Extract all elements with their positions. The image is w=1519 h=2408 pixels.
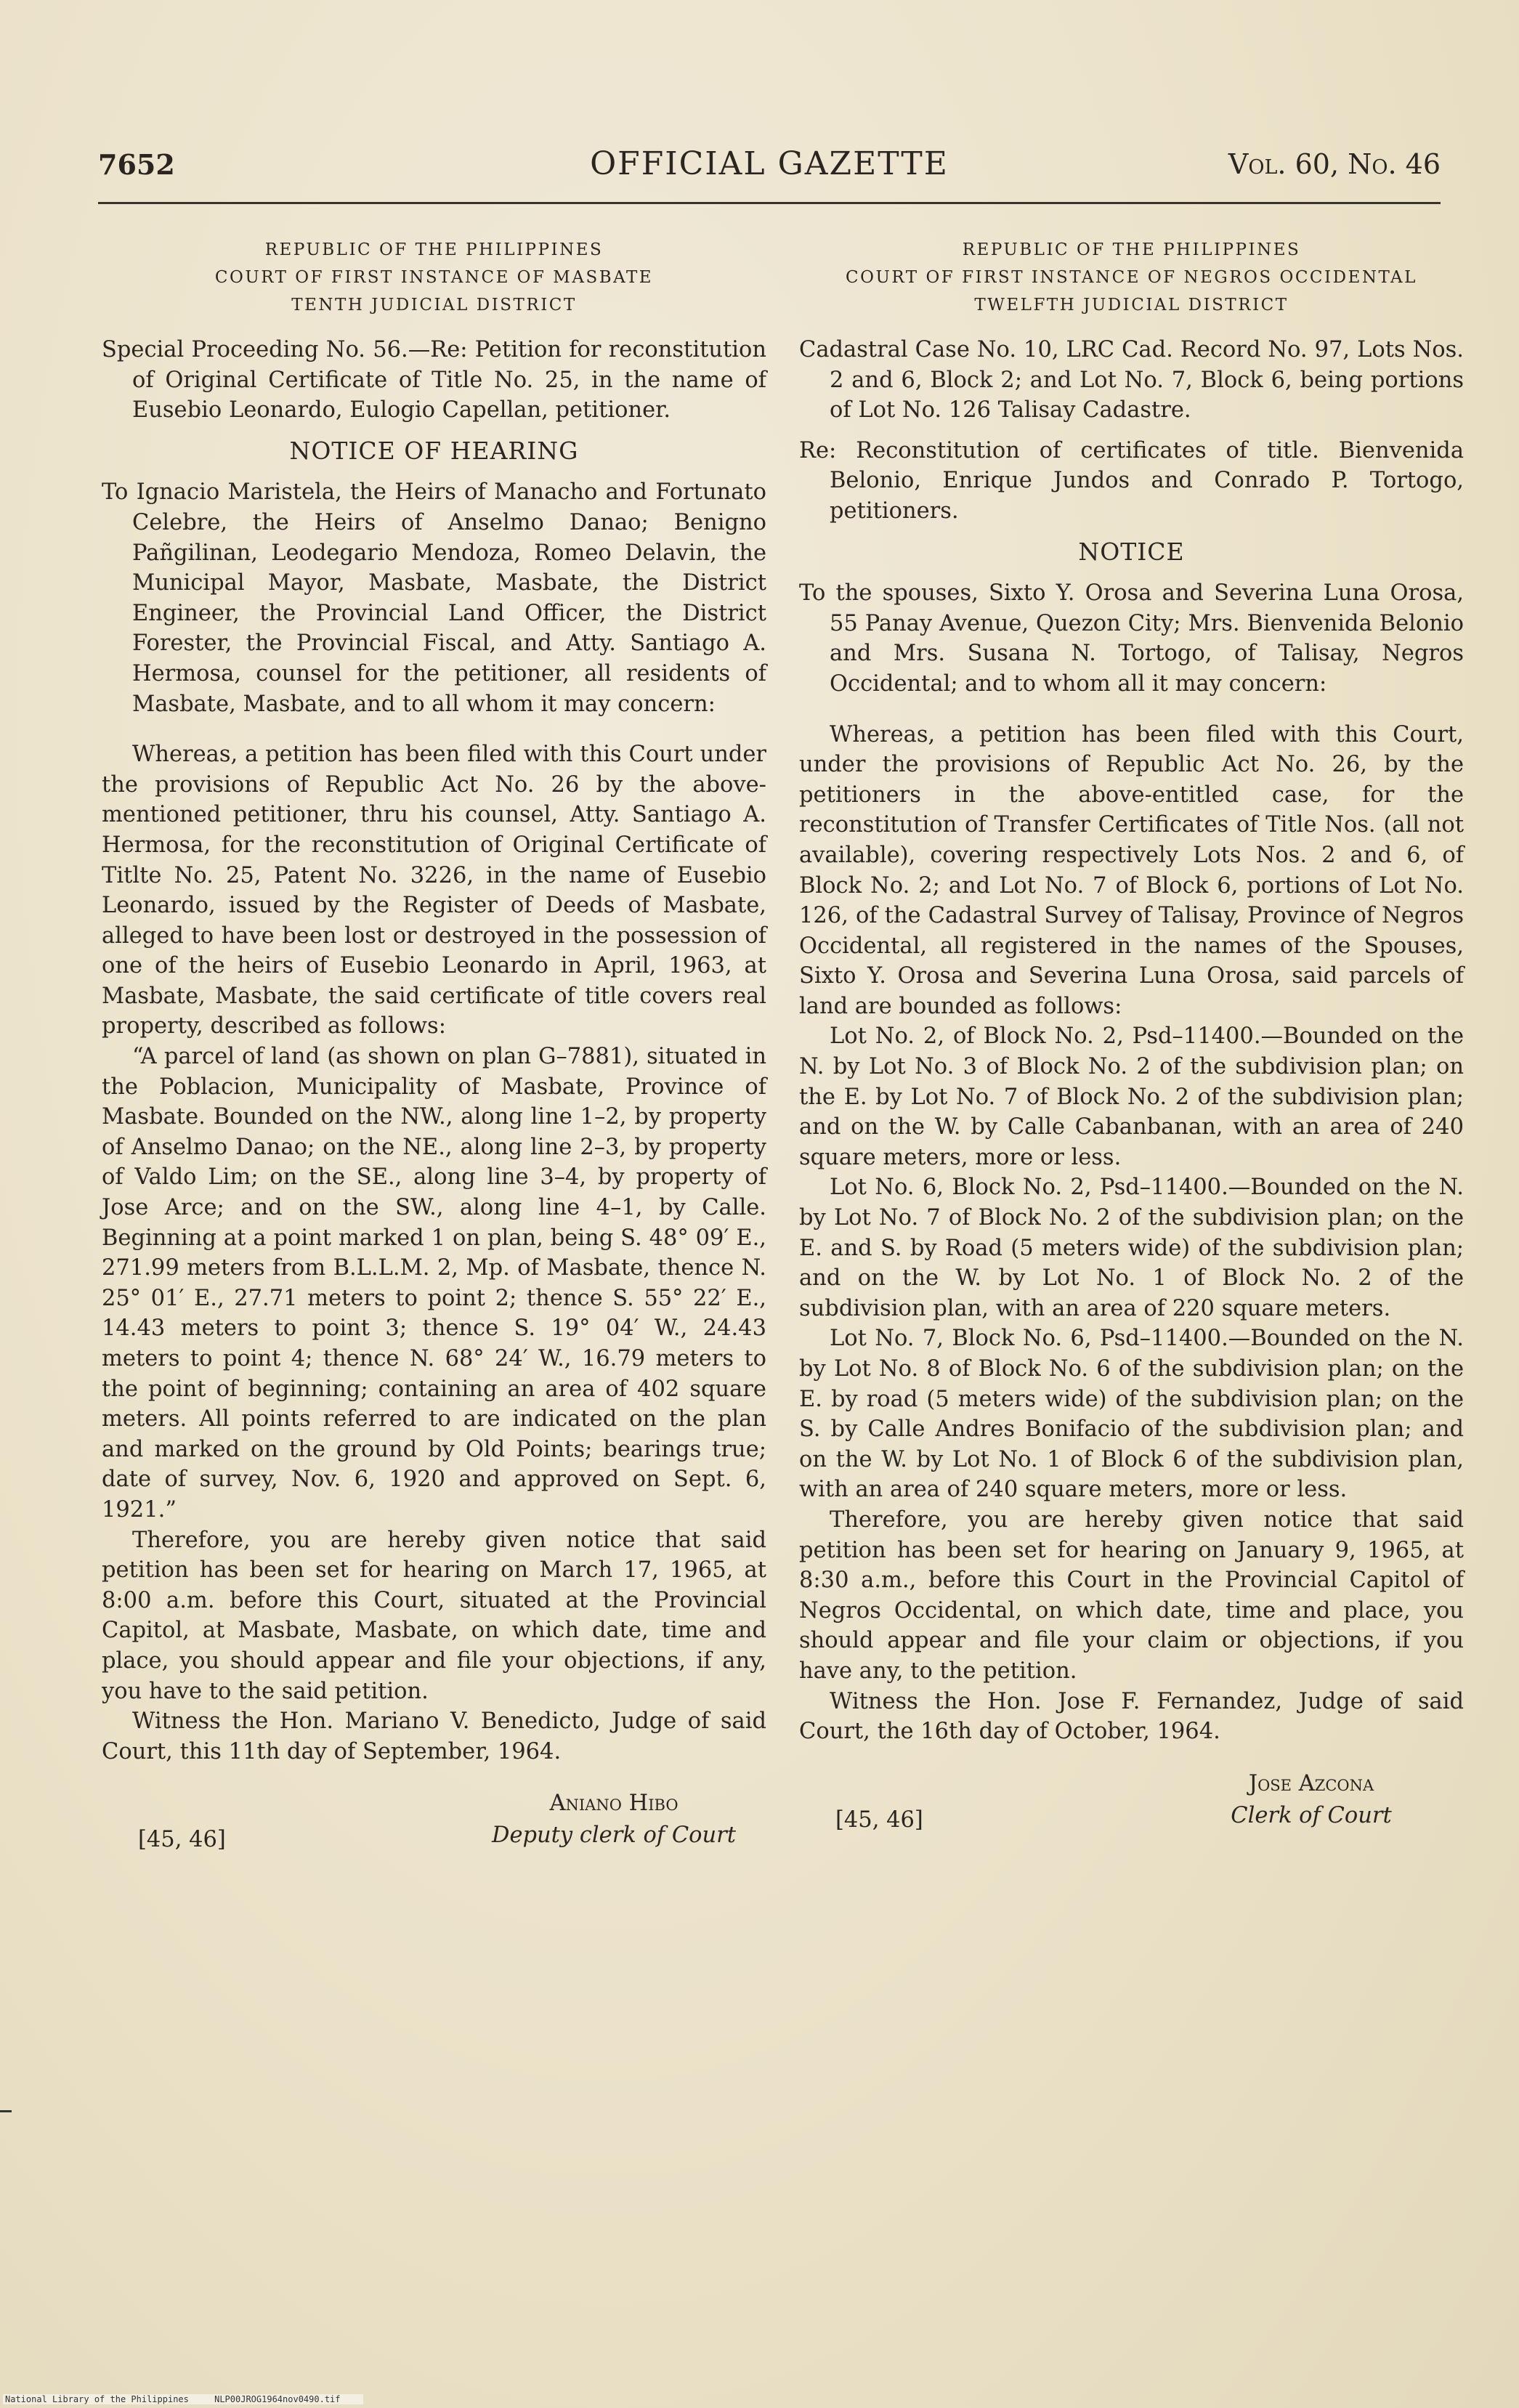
court-line: TENTH JUDICIAL DISTRICT [291,296,577,315]
signer-name: Aniano Hibo [549,1791,679,1817]
file-label: NLP00JROG1964nov0490.tif [214,2394,341,2404]
issue-reference: [45, 46] [835,1807,923,1833]
case-caption: Cadastral Case No. 10, LRC Cad. Record No. 97, Lots Nos. 2 and 6, Block 2; and Lot No. 7, Block 6, being portions of Lot No. 126 Talisay Cadastre. [799,337,1464,423]
case-subject: Re: Reconstitution of certificates of title. Bienvenida Belonio, Enrique Jundos and Conrado P. Tortogo, petitioners. [799,437,1464,524]
court-heading [102,236,766,319]
addressees: To Ignacio Maristela, the Heirs of Manacho and Fortunato Celebre, the Heirs of Anselmo Danao; Benigno Pañgilinan, Leodegario Mendoza, Romeo Delavin, the Municipal Mayor, Masbate, Masbate, the District Engineer, the Provincial Land Officer, the District Forester, the Provincial Fiscal, and Atty. Santiago A. Hermosa, counsel for the petitioner, all residents of Masbate, Masbate, and to all whom it may concern: [102,479,766,717]
court-line: COURT OF FIRST INSTANCE OF NEGROS OCCIDENTAL [846,268,1417,287]
court-line: TWELFTH JUDICIAL DISTRICT [974,296,1289,315]
scan-footer [3,2394,363,2404]
witness-paragraph: Witness the Hon. Mariano V. Benedicto, Judge of said Court, this 11th day of September, 1964. [102,1708,766,1764]
body-paragraph: Whereas, a petition has been filed with this Court under the provisions of Republic Act No. 26 by the above-mentioned petitioner, thru his counsel, Atty. Santiago A. Hermosa, for the reconstitution of Original Certificate of Titlte No. 25, Patent No. 3226, in the name of Eusebio Leonardo, issued by the Register of Deeds of Masbate, alleged to have been lost or destroyed in the possession of one of the heirs of Eusebio Leonardo in April, 1963, at Masbate, Masbate, the said certificate of title covers real property, described as follows: [102,742,766,1039]
body-paragraph: Whereas, a petition has been filed with this Court, under the provisions of Republic Act No. 26, by the petitioners in the above-entitled case, for the reconstitution of Transfer Certificates of Title Nos. (all not available), covering respectively Lots Nos. 2 and 6, of Block No. 2; and Lot No. 7 of Block 6, portions of Lot No. 126, of the Cadastral Survey of Talisay, Province of Negros Occidental, all registered in the names of the Spouses, Sixto Y. Orosa and Severina Luna Orosa, said parcels of land are bounded as follows: [799,721,1464,1019]
page-number: 7652 [98,148,175,181]
header-rule [98,202,1441,204]
right-column [799,236,1464,1841]
lot-description: Lot No. 7, Block No. 6, Psd–11400.—Bounded on the N. by Lot No. 8 of Block No. 6 of the subdivision plan; on the E. by road (5 meters wide) of the subdivision plan; on the S. by Calle Andres Bonifacio of the subdivision plan; and on the W. by Lot No. 1 of Block 6 of the subdivision plan, with an area of 240 square meters, more or less. [799,1326,1464,1503]
body-paragraph: Therefore, you are hereby given notice that said petition has been set for hearing on January 9, 1965, at 8:30 a.m., before this Court in the Provincial Capitol of Negros Occidental, on which date, time and place, you should appear and file your claim or objections, if you have any, to the petition. [799,1507,1464,1684]
court-heading [799,236,1464,319]
scan-mark [0,2110,12,2112]
publication-title: OFFICIAL GAZETTE [590,145,949,182]
court-line: COURT OF FIRST INSTANCE OF MASBATE [214,268,654,287]
signer-title: Clerk of Court [1231,1802,1392,1828]
left-column [102,236,766,1861]
volume-label: Vol. 60, No. 46 [1228,148,1441,180]
page-header [98,145,1441,189]
land-description: “A parcel of land (as shown on plan G–7881), situated in the Poblacion, Municipality of Masbate, Province of Masbate. Bounded on the NW., along line 1–2, by property of Anselmo Danao; on the NE., along line 2–3, by property of Valdo Lim; on the SE., along line 3–4, by property of Jose Arce; and on the SW., along line 4–1, by Calle. Beginning at a point marked 1 on plan, being S. 48° 09′ E., 271.99 meters from B.L.L.M. 2, Mp. of Masbate, thence N. 25° 01′ E., 27.71 meters to point 2; thence S. 55° 22′ E., 14.43 meters to point 3; thence S. 19° 04′ W., 24.43 meters to point 4; thence N. 68° 24′ W., 16.79 meters to the point of beginning; containing an area of 402 square meters. All points referred to are indicated on the plan and marked on the ground by Old Points; bearings true; date of survey, Nov. 6, 1920 and approved on Sept. 6, 1921.” [102,1044,766,1523]
lot-description: Lot No. 6, Block No. 2, Psd–11400.—Bounded on the N. by Lot No. 7 of Block No. 2 of the subdivision plan; on the E. and S. by Road (5 meters wide) of the subdivision plan; and on the W. by Lot No. 1 of Block No. 2 of the subdivision plan, with an area of 220 square meters. [799,1175,1464,1321]
library-label: National Library of the Philippines [5,2394,189,2404]
court-line: REPUBLIC OF THE PHILIPPINES [264,240,604,259]
signature-block [102,1788,766,1861]
court-line: REPUBLIC OF THE PHILIPPINES [962,240,1301,259]
notice-heading: NOTICE [1078,537,1185,566]
notice-heading: NOTICE OF HEARING [289,436,579,465]
witness-paragraph: Witness the Hon. Jose F. Fernandez, Judge of said Court, the 16th day of October, 1964. [799,1688,1464,1745]
case-caption: Special Proceeding No. 56.—Re: Petition for reconstitution of Original Certificate of Title No. 25, in the name of Eusebio Leonardo, Eulogio Capellan, petitioner. [102,337,766,423]
addressees: To the spouses, Sixto Y. Orosa and Severina Luna Orosa, 55 Panay Avenue, Quezon City; Mrs. Bienvenida Belonio and Mrs. Susana N. Tortogo, of Talisay, Negros Occidental; and to whom all it may concern: [799,580,1464,697]
body-paragraph: Therefore, you are hereby given notice that said petition has been set for hearing on March 17, 1965, at 8:00 a.m. before this Court, situated at the Provincial Capitol, at Masbate, Masbate, on which date, time and place, you should appear and file your objections, if any, you have to the said petition. [102,1527,766,1704]
signer-title: Deputy clerk of Court [491,1823,737,1849]
lot-description: Lot No. 2, of Block No. 2, Psd–11400.—Bounded on the N. by Lot No. 3 of Block No. 2 of the subdivision plan; on the E. by Lot No. 7 of Block No. 2 of the subdivision plan; and on the W. by Calle Cabanbanan, with an area of 240 square meters, more or less. [799,1023,1464,1170]
signature-block [799,1769,1464,1841]
issue-reference: [45, 46] [138,1827,226,1853]
signer-name: Jose Azcona [1248,1770,1374,1796]
